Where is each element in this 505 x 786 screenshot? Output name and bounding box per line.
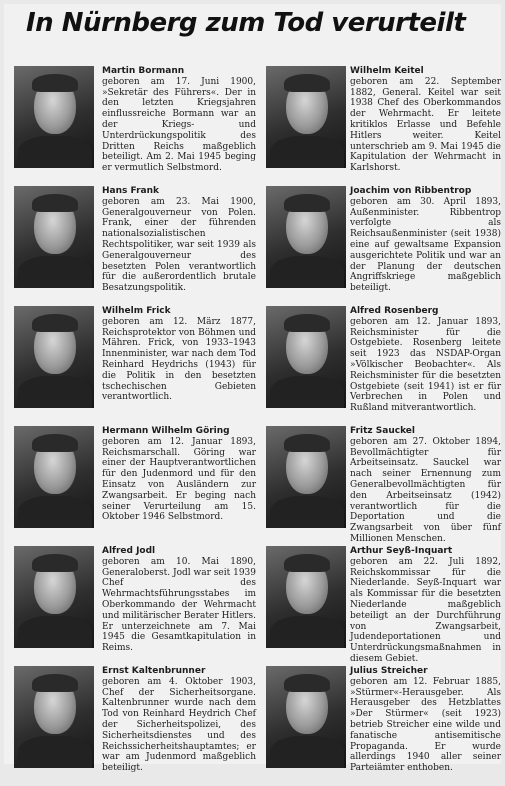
portrait-photo xyxy=(266,666,346,768)
person-name: Hermann Wilhelm Göring xyxy=(102,426,230,436)
person-bio: geboren am 23. Mai 1900, Generalgouverneur von Polen. Frank, einer der führenden nationalsozialistischen Rechtspolitiker, war seit 1939 als Generalgouverneur des besetzten Polen verantwortlich für die außerordentlich brutale Besatzungspolitik. xyxy=(102,196,256,294)
person-bio: geboren am 22. Juli 1892, Reichskommissar für die Niederlande. Seyß-Inquart war als Kommissar für die besetzten Niederlande maßgeblich beteiligt an der Durchführung von Zwangsarbeit, Judendeportationen und Unterdrückungsmaßnahmen in diesem Gebiet. xyxy=(350,556,501,664)
page-title: In Nürnberg zum Tod verurteilt xyxy=(26,8,466,38)
portrait-photo xyxy=(14,546,94,648)
newspaper-page xyxy=(4,4,501,774)
left-column xyxy=(14,66,256,786)
person-entry xyxy=(266,666,501,786)
person-entry xyxy=(14,426,256,546)
person-entry xyxy=(266,66,501,186)
portrait-photo xyxy=(14,66,94,168)
person-name: Joachim von Ribbentrop xyxy=(350,186,472,196)
person-name: Alfred Jodl xyxy=(102,546,156,556)
person-entry xyxy=(266,426,501,546)
person-bio: geboren am 27. Oktober 1894, Bevollmächtigter für Arbeitseinsatz. Sauckel war nach seiner Ernennung zum Generalbevollmächtigten für den Arbeitseinsatz (1942) verantwortlich für die Deportation und die Zwangsarbeit von über fünf Millionen Menschen. xyxy=(350,436,501,544)
person-entry xyxy=(14,66,256,186)
person-name: Julius Streicher xyxy=(350,666,428,676)
person-name: Martin Bormann xyxy=(102,66,185,76)
portrait-photo xyxy=(266,426,346,528)
person-name: Wilhelm Frick xyxy=(102,306,171,316)
person-entry xyxy=(266,306,501,426)
person-name: Wilhelm Keitel xyxy=(350,66,424,76)
portrait-photo xyxy=(14,426,94,528)
portrait-photo xyxy=(14,666,94,768)
portrait-photo xyxy=(266,306,346,408)
person-entry xyxy=(14,306,256,426)
person-name: Ernst Kaltenbrunner xyxy=(102,666,206,676)
person-name: Arthur Seyß-Inquart xyxy=(350,546,453,556)
right-column xyxy=(266,66,501,786)
portrait-photo xyxy=(266,66,346,168)
person-bio: geboren am 4. Oktober 1903, Chef der Sicherheitsorgane. Kaltenbrunner wurde nach dem Tod von Reinhard Heydrich Chef der Sicherheitspolizei, des Sicherheitsdienstes und des Reichssicherheitshauptamtes; er war am Judenmord maßgeblich beteiligt. xyxy=(102,676,256,774)
portrait-photo xyxy=(266,186,346,288)
person-bio: geboren am 12. Februar 1885, »Stürmer«-Herausgeber. Als Herausgeber des Hetzblattes »Der Stürmer« (seit 1923) betrieb Streicher eine wilde und fanatische antisemitische Propaganda. Er wurde allerdings 1940 aller seiner Parteiämter enthoben. xyxy=(350,676,501,774)
portrait-photo xyxy=(14,306,94,408)
person-bio: geboren am 12. Januar 1893, Reichsminister für die Ostgebiete. Rosenberg leitete seit 1923 das NSDAP-Organ »Völkischer Beobachter«. Als Reichsminister für die besetzten Ostgebiete (seit 1941) ist er für Verbrechen in Polen und Rußland mitverantwortlich. xyxy=(350,316,501,414)
person-name: Hans Frank xyxy=(102,186,159,196)
portrait-photo xyxy=(14,186,94,288)
person-name: Fritz Sauckel xyxy=(350,426,415,436)
person-entry xyxy=(266,546,501,666)
person-entry xyxy=(266,186,501,306)
person-bio: geboren am 12. März 1877, Reichsprotektor von Böhmen und Mähren. Frick, von 1933–1943 Innenminister, war nach dem Tod Reinhard Heydrichs (1943) für die Politik in den besetzten tschechischen Gebieten verantwortlich. xyxy=(102,316,256,403)
person-bio: geboren am 17. Juni 1900, »Sekretär des Führers«. Der in den letzten Kriegsjahren einflussreiche Bormann war an der Kriegs- und Unterdrückungspolitik des Dritten Reichs maßgeblich beteiligt. Am 2. Mai 1945 beging er vermutlich Selbstmord. xyxy=(102,76,256,174)
person-entry xyxy=(14,666,256,786)
person-name: Alfred Rosenberg xyxy=(350,306,439,316)
person-bio: geboren am 30. April 1893, Außenminister. Ribbentrop verfolgte als Reichsaußenminister (seit 1938) eine auf gewaltsame Expansion ausgerichtete Politik und war an der Planung der deutschen Angriffskriege maßgeblich beteiligt. xyxy=(350,196,501,294)
person-entry xyxy=(14,546,256,666)
person-bio: geboren am 22. September 1882, General. Keitel war seit 1938 Chef des Oberkommandos der Wehrmacht. Er leitete kritiklos Erlasse und Befehle Hitlers weiter. Keitel unterschrieb am 9. Mai 1945 die Kapitulation der Wehrmacht in Karlshorst. xyxy=(350,76,501,174)
person-bio: geboren am 10. Mai 1890, Generaloberst. Jodl war seit 1939 Chef des Wehrmachtsführungsstabes im Oberkommando der Wehrmacht und militärischer Berater Hitlers. Er unterzeichnete am 7. Mai 1945 die Gesamtkapitulation in Reims. xyxy=(102,556,256,654)
person-bio: geboren am 12. Januar 1893, Reichsmarschall. Göring war einer der Hauptverantwortlichen für den Judenmord und für den Einsatz von Ausländern zur Zwangsarbeit. Er beging nach seiner Verurteilung am 15. Oktober 1946 Selbstmord. xyxy=(102,436,256,523)
portrait-photo xyxy=(266,546,346,648)
person-entry xyxy=(14,186,256,306)
